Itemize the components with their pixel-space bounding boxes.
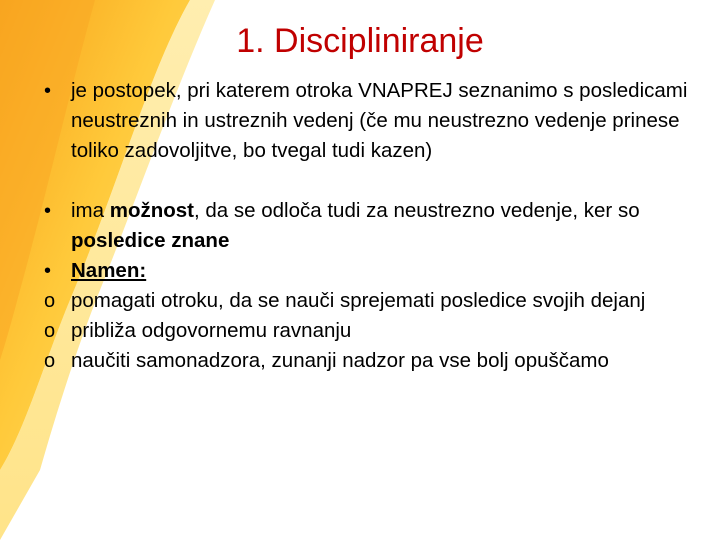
item-text-bold: posledice znane bbox=[71, 229, 230, 252]
item-text-part: , da se odloča tudi za neustrezno vedenje, ker so bbox=[194, 199, 640, 222]
slide-title: 1. Discipliniranje bbox=[236, 22, 484, 60]
circle-bullet-marker: o bbox=[44, 320, 56, 342]
sub-list-item bbox=[44, 346, 694, 376]
item-text: približa odgovornemu ravnanju bbox=[71, 319, 352, 342]
item-heading: Namen: bbox=[71, 259, 147, 282]
bullet-list bbox=[44, 76, 694, 376]
bullet-marker: • bbox=[44, 260, 52, 282]
circle-bullet-marker: o bbox=[44, 290, 56, 312]
item-text: je postopek, pri katerem otroka VNAPREJ seznanimo s posledicami neustreznih in ustreznih vedenj (če mu neustrezno vedenje prinese toliko zadovoljitve, bo tvegal tudi kazen) bbox=[71, 79, 688, 162]
list-item bbox=[44, 196, 694, 256]
circle-bullet-marker: o bbox=[44, 350, 56, 372]
list-item bbox=[44, 256, 694, 286]
item-text-bold: možnost bbox=[109, 199, 195, 222]
item-text-part: ima bbox=[71, 199, 110, 222]
sub-list-item bbox=[44, 286, 694, 316]
bullet-marker: • bbox=[44, 200, 52, 222]
spacer bbox=[44, 166, 694, 196]
bullet-marker: • bbox=[44, 80, 52, 102]
sub-list-item bbox=[44, 316, 694, 346]
item-text: naučiti samonadzora, zunanji nadzor pa vse bolj opuščamo bbox=[71, 349, 609, 372]
list-item bbox=[44, 76, 694, 166]
item-text: pomagati otroku, da se nauči sprejemati posledice svojih dejanj bbox=[71, 289, 646, 312]
